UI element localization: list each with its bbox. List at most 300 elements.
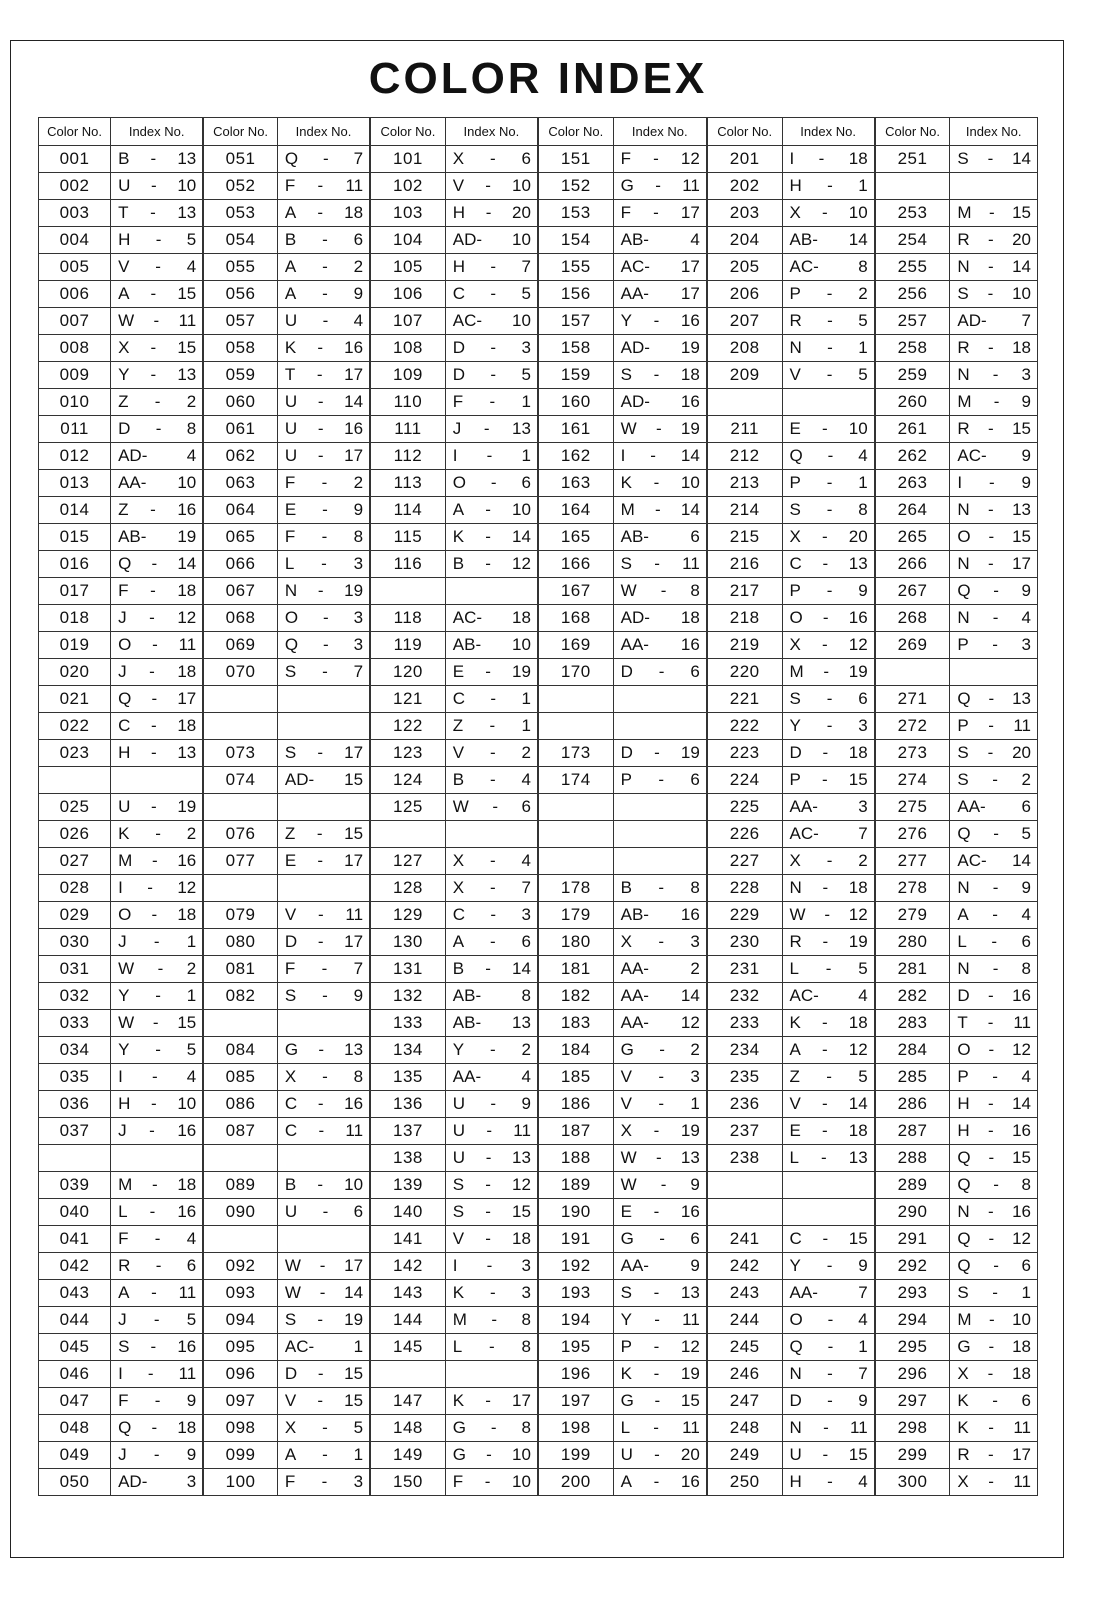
- index-value: A - 16: [620, 1472, 700, 1491]
- index-value: U - 17: [284, 446, 364, 465]
- index-number-cell: [950, 1199, 1038, 1226]
- index-value: P - 11: [957, 716, 1031, 735]
- index-number-cell: [613, 686, 707, 713]
- color-number-cell: [538, 848, 613, 875]
- index-value: A - 9: [284, 284, 364, 303]
- header-color-no: Color No.: [370, 118, 445, 146]
- index-number-cell: [613, 470, 707, 497]
- index-value: Q - 12: [957, 1229, 1031, 1248]
- index-value: K - 16: [284, 338, 364, 357]
- color-number-cell: 163: [538, 470, 613, 497]
- index-number-cell: [782, 1226, 875, 1253]
- color-number-cell: 255: [875, 254, 950, 281]
- index-number-cell: [277, 1442, 370, 1469]
- color-number-cell: 070: [203, 659, 277, 686]
- color-number-cell: 292: [875, 1253, 950, 1280]
- color-number-cell: [370, 821, 445, 848]
- color-number-cell: 268: [875, 605, 950, 632]
- color-number-cell: 137: [370, 1118, 445, 1145]
- index-value: I - 1: [452, 446, 531, 465]
- table-row: [39, 686, 1038, 713]
- index-number-cell: [111, 308, 204, 335]
- index-value: M - 19: [789, 662, 868, 681]
- index-number-cell: [950, 1469, 1038, 1496]
- color-number-cell: 040: [39, 1199, 111, 1226]
- index-value: S - 12: [452, 1175, 531, 1194]
- index-value: AC- 10: [452, 311, 531, 330]
- color-number-cell: 012: [39, 443, 111, 470]
- index-number-cell: [613, 443, 707, 470]
- table-row: [39, 227, 1038, 254]
- table-row: [39, 335, 1038, 362]
- color-number-cell: 134: [370, 1037, 445, 1064]
- header-color-no: Color No.: [538, 118, 613, 146]
- index-value: X - 6: [452, 149, 531, 168]
- color-number-cell: 211: [707, 416, 782, 443]
- color-number-cell: 169: [538, 632, 613, 659]
- index-value: S - 17: [284, 743, 364, 762]
- color-number-cell: [203, 1145, 277, 1172]
- table-row: [39, 470, 1038, 497]
- color-number-cell: 182: [538, 983, 613, 1010]
- color-number-cell: 275: [875, 794, 950, 821]
- index-number-cell: [277, 551, 370, 578]
- index-value: N - 3: [957, 365, 1031, 384]
- index-value: M - 15: [957, 203, 1031, 222]
- index-number-cell: [613, 1118, 707, 1145]
- color-number-cell: 099: [203, 1442, 277, 1469]
- color-number-cell: 272: [875, 713, 950, 740]
- table-row: [39, 497, 1038, 524]
- index-number-cell: [782, 389, 875, 416]
- index-number-cell: [950, 173, 1038, 200]
- color-number-cell: 076: [203, 821, 277, 848]
- index-value: Z - 2: [118, 392, 197, 411]
- index-number-cell: [782, 1415, 875, 1442]
- header-index-no: Index No.: [277, 118, 370, 146]
- index-number-cell: [782, 362, 875, 389]
- index-value: O - 15: [957, 527, 1031, 546]
- table-row: [39, 1442, 1038, 1469]
- table-row: [39, 308, 1038, 335]
- index-value: F - 1: [452, 392, 531, 411]
- index-value: L - 16: [118, 1202, 197, 1221]
- index-value: Y - 5: [118, 1040, 197, 1059]
- color-number-cell: 084: [203, 1037, 277, 1064]
- color-number-cell: 286: [875, 1091, 950, 1118]
- color-number-cell: 133: [370, 1010, 445, 1037]
- color-number-cell: [39, 767, 111, 794]
- index-number-cell: [950, 1442, 1038, 1469]
- index-number-cell: [277, 497, 370, 524]
- color-number-cell: [538, 794, 613, 821]
- index-number-cell: [782, 308, 875, 335]
- index-value: W - 9: [620, 1175, 700, 1194]
- index-value: S - 9: [284, 986, 364, 1005]
- index-value: R - 19: [789, 932, 868, 951]
- color-number-cell: [538, 713, 613, 740]
- index-number-cell: [782, 173, 875, 200]
- color-number-cell: 127: [370, 848, 445, 875]
- index-value: Q - 13: [957, 689, 1031, 708]
- color-number-cell: 028: [39, 875, 111, 902]
- color-number-cell: 198: [538, 1415, 613, 1442]
- index-value: AA- 2: [620, 959, 700, 978]
- index-value: Q - 1: [789, 1337, 868, 1356]
- color-number-cell: 063: [203, 470, 277, 497]
- index-value: S - 20: [957, 743, 1031, 762]
- color-number-cell: 149: [370, 1442, 445, 1469]
- color-number-cell: 238: [707, 1145, 782, 1172]
- color-number-cell: [875, 173, 950, 200]
- index-number-cell: [111, 956, 204, 983]
- index-number-cell: [613, 1199, 707, 1226]
- index-value: V - 11: [284, 905, 364, 924]
- index-value: B - 4: [452, 770, 531, 789]
- index-value: J - 16: [118, 1121, 197, 1140]
- index-value: AD- 15: [284, 770, 364, 789]
- color-number-cell: 086: [203, 1091, 277, 1118]
- color-number-cell: 156: [538, 281, 613, 308]
- color-number-cell: 257: [875, 308, 950, 335]
- color-number-cell: 068: [203, 605, 277, 632]
- color-number-cell: 120: [370, 659, 445, 686]
- color-number-cell: [875, 659, 950, 686]
- index-number-cell: [950, 1253, 1038, 1280]
- color-number-cell: 217: [707, 578, 782, 605]
- index-number-cell: [613, 902, 707, 929]
- index-value: S - 1: [957, 1283, 1031, 1302]
- table-body: [39, 146, 1038, 1496]
- color-number-cell: 297: [875, 1388, 950, 1415]
- color-number-cell: 138: [370, 1145, 445, 1172]
- color-number-cell: 017: [39, 578, 111, 605]
- index-value: S - 15: [452, 1202, 531, 1221]
- color-number-cell: 281: [875, 956, 950, 983]
- index-value: A - 1: [284, 1445, 364, 1464]
- index-number-cell: [277, 443, 370, 470]
- color-number-cell: 180: [538, 929, 613, 956]
- index-number-cell: [111, 146, 204, 173]
- index-value: N - 11: [789, 1418, 868, 1437]
- index-value: S - 7: [284, 662, 364, 681]
- index-value: Z - 15: [284, 824, 364, 843]
- index-value: G - 18: [957, 1337, 1031, 1356]
- index-value: B - 12: [452, 554, 531, 573]
- index-number-cell: [111, 1442, 204, 1469]
- index-value: S - 10: [957, 284, 1031, 303]
- index-value: Y - 3: [789, 716, 868, 735]
- color-number-cell: 001: [39, 146, 111, 173]
- index-number-cell: [613, 416, 707, 443]
- index-number-cell: [950, 1388, 1038, 1415]
- index-value: AD- 7: [957, 311, 1031, 330]
- index-number-cell: [445, 902, 538, 929]
- table-row: [39, 1118, 1038, 1145]
- index-value: E - 17: [284, 851, 364, 870]
- index-number-cell: [950, 686, 1038, 713]
- index-number-cell: [613, 956, 707, 983]
- color-number-cell: 184: [538, 1037, 613, 1064]
- color-number-cell: 103: [370, 200, 445, 227]
- color-number-cell: 147: [370, 1388, 445, 1415]
- index-value: F - 18: [118, 581, 197, 600]
- index-number-cell: [277, 1091, 370, 1118]
- color-number-cell: 158: [538, 335, 613, 362]
- color-number-cell: 212: [707, 443, 782, 470]
- color-number-cell: 283: [875, 1010, 950, 1037]
- index-value: A - 6: [452, 932, 531, 951]
- index-value: AA- 9: [620, 1256, 700, 1275]
- index-value: U - 20: [620, 1445, 700, 1464]
- index-value: R - 5: [789, 311, 868, 330]
- color-number-cell: 193: [538, 1280, 613, 1307]
- index-number-cell: [613, 281, 707, 308]
- index-value: T - 17: [284, 365, 364, 384]
- color-number-cell: 033: [39, 1010, 111, 1037]
- index-value: K - 19: [620, 1364, 700, 1383]
- index-value: H - 1: [789, 176, 868, 195]
- color-number-cell: 261: [875, 416, 950, 443]
- color-number-cell: 168: [538, 605, 613, 632]
- index-number-cell: [445, 632, 538, 659]
- index-number-cell: [277, 1172, 370, 1199]
- index-number-cell: [445, 362, 538, 389]
- color-number-cell: 022: [39, 713, 111, 740]
- color-number-cell: 232: [707, 983, 782, 1010]
- color-number-cell: 263: [875, 470, 950, 497]
- color-number-cell: 254: [875, 227, 950, 254]
- index-value: N - 16: [957, 1202, 1031, 1221]
- index-number-cell: [445, 659, 538, 686]
- index-value: U - 10: [118, 176, 197, 195]
- index-value: X - 10: [789, 203, 868, 222]
- color-number-cell: 192: [538, 1253, 613, 1280]
- index-number-cell: [111, 1388, 204, 1415]
- index-value: H - 5: [118, 230, 197, 249]
- index-number-cell: [782, 443, 875, 470]
- index-value: AC- 18: [452, 608, 531, 627]
- color-number-cell: 178: [538, 875, 613, 902]
- color-number-cell: 065: [203, 524, 277, 551]
- index-value: M - 9: [957, 392, 1031, 411]
- color-number-cell: 167: [538, 578, 613, 605]
- index-number-cell: [782, 956, 875, 983]
- index-number-cell: [782, 1388, 875, 1415]
- index-value: N - 14: [957, 257, 1031, 276]
- index-number-cell: [111, 1253, 204, 1280]
- color-number-cell: 205: [707, 254, 782, 281]
- index-number-cell: [277, 1199, 370, 1226]
- index-number-cell: [445, 146, 538, 173]
- index-value: V - 3: [620, 1067, 700, 1086]
- color-number-cell: 047: [39, 1388, 111, 1415]
- index-value: Y - 13: [118, 365, 197, 384]
- color-number-cell: 020: [39, 659, 111, 686]
- index-value: P - 6: [620, 770, 700, 789]
- index-number-cell: [445, 416, 538, 443]
- index-value: AD- 4: [118, 446, 197, 465]
- index-number-cell: [277, 1469, 370, 1496]
- index-number-cell: [445, 875, 538, 902]
- index-number-cell: [111, 1118, 204, 1145]
- index-number-cell: [277, 902, 370, 929]
- color-number-cell: [39, 1145, 111, 1172]
- index-value: AA- 3: [789, 797, 868, 816]
- index-number-cell: [111, 1415, 204, 1442]
- index-value: R - 6: [118, 1256, 197, 1275]
- color-number-cell: 223: [707, 740, 782, 767]
- index-number-cell: [445, 1037, 538, 1064]
- index-value: I - 14: [620, 446, 700, 465]
- color-number-cell: 096: [203, 1361, 277, 1388]
- table-row: [39, 389, 1038, 416]
- index-number-cell: [782, 1307, 875, 1334]
- index-number-cell: [445, 1469, 538, 1496]
- index-value: G - 11: [620, 176, 700, 195]
- index-value: R - 18: [957, 338, 1031, 357]
- table-row: [39, 1091, 1038, 1118]
- index-number-cell: [613, 1172, 707, 1199]
- index-value: K - 18: [789, 1013, 868, 1032]
- index-value: AC- 9: [957, 446, 1031, 465]
- table-row: [39, 1199, 1038, 1226]
- index-value: Q - 9: [957, 581, 1031, 600]
- color-number-cell: 031: [39, 956, 111, 983]
- table-row: [39, 1280, 1038, 1307]
- index-number-cell: [277, 713, 370, 740]
- color-number-cell: 287: [875, 1118, 950, 1145]
- index-value: D - 15: [284, 1364, 364, 1383]
- index-number-cell: [782, 524, 875, 551]
- color-number-cell: [538, 821, 613, 848]
- index-value: T - 11: [957, 1013, 1031, 1032]
- index-number-cell: [277, 578, 370, 605]
- index-value: C - 1: [452, 689, 531, 708]
- color-number-cell: 294: [875, 1307, 950, 1334]
- index-value: S - 13: [620, 1283, 700, 1302]
- index-value: Q - 17: [118, 689, 197, 708]
- color-number-cell: 135: [370, 1064, 445, 1091]
- index-value: Z - 1: [452, 716, 531, 735]
- table-row: [39, 875, 1038, 902]
- index-value: F - 9: [118, 1391, 197, 1410]
- index-number-cell: [613, 821, 707, 848]
- index-value: AC- 4: [789, 986, 868, 1005]
- index-value: X - 12: [789, 635, 868, 654]
- index-value: N - 9: [957, 878, 1031, 897]
- index-value: L - 13: [789, 1148, 868, 1167]
- index-value: U - 15: [789, 1445, 868, 1464]
- index-value: L - 5: [789, 959, 868, 978]
- index-value: Q - 6: [957, 1256, 1031, 1275]
- index-value: W - 11: [118, 311, 197, 330]
- table-row: [39, 605, 1038, 632]
- index-value: AC- 14: [957, 851, 1031, 870]
- table-row: [39, 146, 1038, 173]
- index-number-cell: [111, 605, 204, 632]
- index-number-cell: [111, 821, 204, 848]
- index-number-cell: [950, 578, 1038, 605]
- color-number-cell: 150: [370, 1469, 445, 1496]
- index-number-cell: [111, 1091, 204, 1118]
- color-number-cell: [203, 713, 277, 740]
- color-number-cell: 105: [370, 254, 445, 281]
- index-value: AB- 8: [452, 986, 531, 1005]
- color-number-cell: 034: [39, 1037, 111, 1064]
- index-number-cell: [111, 713, 204, 740]
- index-number-cell: [782, 1091, 875, 1118]
- index-value: O - 16: [789, 608, 868, 627]
- color-number-cell: 054: [203, 227, 277, 254]
- index-value: B - 13: [118, 149, 197, 168]
- index-value: AB- 6: [620, 527, 700, 546]
- index-number-cell: [613, 1010, 707, 1037]
- color-number-cell: [203, 686, 277, 713]
- table-row: [39, 416, 1038, 443]
- index-number-cell: [277, 983, 370, 1010]
- index-number-cell: [950, 146, 1038, 173]
- index-value: S - 6: [789, 689, 868, 708]
- index-value: R - 20: [957, 230, 1031, 249]
- color-number-cell: 006: [39, 281, 111, 308]
- index-number-cell: [111, 497, 204, 524]
- index-number-cell: [277, 524, 370, 551]
- table-row: [39, 740, 1038, 767]
- index-number-cell: [950, 362, 1038, 389]
- color-number-cell: 300: [875, 1469, 950, 1496]
- index-value: J - 13: [452, 419, 531, 438]
- index-value: S - 2: [957, 770, 1031, 789]
- index-number-cell: [950, 443, 1038, 470]
- index-number-cell: [613, 713, 707, 740]
- index-value: A - 4: [957, 905, 1031, 924]
- index-number-cell: [613, 659, 707, 686]
- index-number-cell: [782, 1253, 875, 1280]
- index-value: L - 6: [957, 932, 1031, 951]
- color-number-cell: 162: [538, 443, 613, 470]
- table-row: [39, 821, 1038, 848]
- index-number-cell: [782, 1118, 875, 1145]
- header-index-no: Index No.: [782, 118, 875, 146]
- color-number-cell: 044: [39, 1307, 111, 1334]
- index-value: L - 11: [620, 1418, 700, 1437]
- table-row: [39, 1064, 1038, 1091]
- index-number-cell: [111, 686, 204, 713]
- index-number-cell: [950, 956, 1038, 983]
- index-value: I - 4: [118, 1067, 197, 1086]
- color-number-cell: 183: [538, 1010, 613, 1037]
- color-number-cell: [203, 1226, 277, 1253]
- color-number-cell: 229: [707, 902, 782, 929]
- color-number-cell: 227: [707, 848, 782, 875]
- color-number-cell: 237: [707, 1118, 782, 1145]
- color-number-cell: 274: [875, 767, 950, 794]
- color-number-cell: 011: [39, 416, 111, 443]
- table-row: [39, 200, 1038, 227]
- color-number-cell: 247: [707, 1388, 782, 1415]
- index-number-cell: [277, 1064, 370, 1091]
- index-number-cell: [782, 254, 875, 281]
- index-value: J - 9: [118, 1445, 197, 1464]
- index-value: D - 3: [452, 338, 531, 357]
- table-row: [39, 1388, 1038, 1415]
- color-number-cell: 030: [39, 929, 111, 956]
- index-number-cell: [111, 1361, 204, 1388]
- index-number-cell: [613, 1307, 707, 1334]
- index-value: N - 1: [789, 338, 868, 357]
- index-number-cell: [950, 1307, 1038, 1334]
